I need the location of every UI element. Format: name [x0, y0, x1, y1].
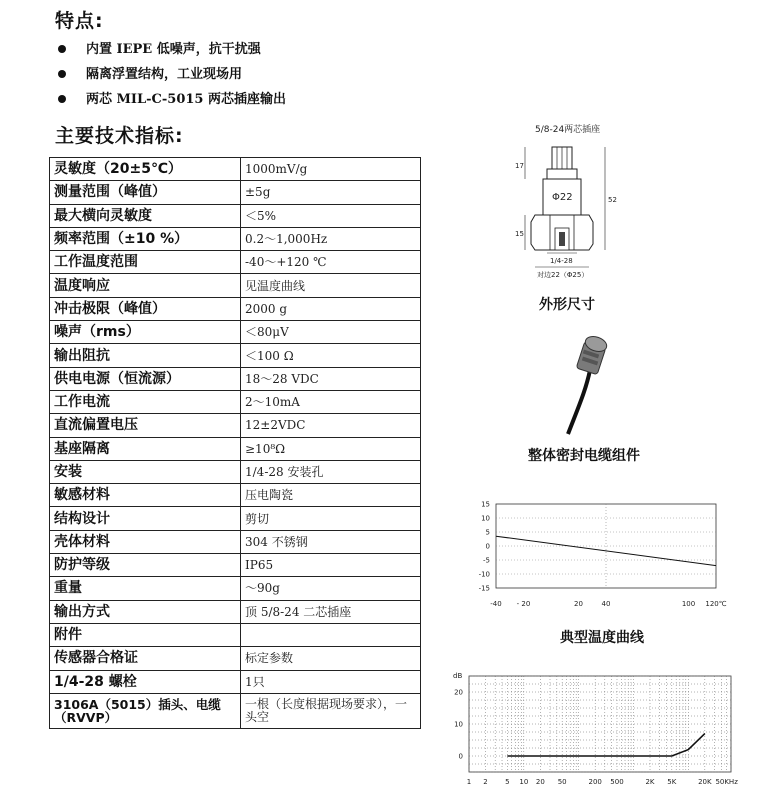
table-row	[50, 344, 421, 367]
feature-item: 内置 IEPE 低噪声，抗干扰强	[58, 38, 261, 57]
spec-key: 重量	[50, 577, 241, 600]
spec-key: 输出阻抗	[50, 344, 241, 367]
spec-key: 敏感材料	[50, 484, 241, 507]
spec-key: 输出方式	[50, 600, 241, 623]
svg-text:17: 17	[515, 162, 524, 170]
freq-y-ticks	[454, 689, 463, 761]
freq-x-tick-label: 200	[588, 778, 602, 786]
spec-value: 304 不锈钢	[241, 530, 421, 553]
spec-key: 冲击极限（峰值）	[50, 297, 241, 320]
connector-label: 5/8-24两芯插座	[535, 125, 601, 135]
spec-key: 测量范围（峰值）	[50, 181, 241, 204]
table-row	[50, 181, 421, 204]
spec-key: 3106A（5015）插头、电缆（RVVP）	[50, 693, 241, 728]
temp-x-tick-label: 20	[574, 600, 583, 608]
cable-image	[560, 330, 640, 435]
freq-x-tick-label: 2K	[645, 778, 655, 786]
table-row	[50, 484, 421, 507]
temperature-chart	[468, 498, 728, 613]
spec-key: 灵敏度（20±5℃）	[50, 158, 241, 181]
temp-caption: 典型温度曲线	[560, 630, 644, 646]
svg-text:52: 52	[608, 196, 617, 204]
temp-y-tick-label: 10	[481, 514, 490, 523]
spec-key: 1/4-28 螺栓	[50, 670, 241, 693]
cable-caption: 整体密封电缆组件	[528, 448, 640, 464]
freq-x-ticks	[467, 778, 738, 786]
table-row	[50, 390, 421, 413]
spec-value: 1000mV/g	[241, 158, 421, 181]
table-row	[50, 251, 421, 274]
spec-value: 0.2～1,000Hz	[241, 227, 421, 250]
freq-x-tick-label: 5K	[667, 778, 677, 786]
freq-y-unit: dB	[453, 672, 463, 680]
dimension-drawing	[505, 120, 645, 285]
table-row	[50, 693, 421, 728]
spec-title: 主要技术指标:	[55, 125, 184, 147]
spec-value: 1只	[241, 670, 421, 693]
spec-value: 标定参数	[241, 647, 421, 670]
temp-y-tick-label: -5	[483, 556, 490, 565]
freq-x-tick-label: 500	[610, 778, 624, 786]
spec-key: 频率范围（±10 %）	[50, 227, 241, 250]
temp-x-tick-label: 100	[681, 600, 696, 608]
spec-key: 直流偏置电压	[50, 414, 241, 437]
table-row	[50, 600, 421, 623]
spec-key: 工作温度范围	[50, 251, 241, 274]
spec-value: ≥10⁸Ω	[241, 437, 421, 460]
spec-value: -40～+120 ℃	[241, 251, 421, 274]
table-row	[50, 367, 421, 390]
table-row	[50, 460, 421, 483]
temp-x-ticks	[490, 600, 726, 608]
spec-value: ＜80μV	[241, 321, 421, 344]
spec-value: ＜100 Ω	[241, 344, 421, 367]
spec-key: 传感器合格证	[50, 647, 241, 670]
freq-y-tick-label: 20	[454, 688, 463, 697]
spec-key: 温度响应	[50, 274, 241, 297]
freq-x-tick-label: 50	[557, 778, 567, 786]
table-row	[50, 647, 421, 670]
temp-x-tick-label: 40	[601, 600, 611, 608]
table-row	[50, 437, 421, 460]
spec-value: 2000 g	[241, 297, 421, 320]
spec-key: 安装	[50, 460, 241, 483]
spec-key: 壳体材料	[50, 530, 241, 553]
spec-value: IP65	[241, 554, 421, 577]
spec-value: 压电陶瓷	[241, 484, 421, 507]
spec-key: 附件	[50, 623, 241, 646]
table-row	[50, 274, 421, 297]
temp-x-tick-label: -40	[490, 600, 502, 608]
freq-x-tick-label: 10	[519, 778, 529, 786]
table-row	[50, 321, 421, 344]
table-row	[50, 530, 421, 553]
spec-value: 顶 5/8-24 二芯插座	[241, 600, 421, 623]
table-row	[50, 158, 421, 181]
freq-x-tick-label: 5	[505, 778, 510, 786]
flats-label: 对边22（Φ25）	[537, 271, 589, 279]
table-row	[50, 507, 421, 530]
temp-y-tick-label: 0	[485, 542, 490, 551]
spec-table	[49, 157, 421, 729]
temp-x-tick-label: - 20	[516, 600, 531, 608]
spec-value: 一根（长度根据现场要求），一头空	[241, 693, 421, 728]
spec-value: ±5g	[241, 181, 421, 204]
spec-value: 12±2VDC	[241, 414, 421, 437]
feature-item: 隔离浮置结构，工业现场用	[58, 63, 242, 82]
table-row	[50, 414, 421, 437]
temp-y-tick-label: -10	[478, 570, 490, 579]
table-row	[50, 297, 421, 320]
freq-x-tick-label: 20K	[698, 778, 712, 786]
table-row	[50, 204, 421, 227]
freq-y-tick-label: 0	[458, 752, 463, 761]
features-title: 特点:	[55, 10, 104, 32]
freq-x-tick-label: 20	[535, 778, 545, 786]
spec-key: 基座隔离	[50, 437, 241, 460]
spec-value: ～90g	[241, 577, 421, 600]
spec-value: 18～28 VDC	[241, 367, 421, 390]
spec-value: 见温度曲线	[241, 274, 421, 297]
spec-key: 防护等级	[50, 554, 241, 577]
bullet-icon	[58, 70, 66, 78]
table-row	[50, 623, 421, 646]
cable-line	[568, 370, 590, 434]
freq-y-tick-label: 10	[454, 720, 463, 729]
spec-key: 最大横向灵敏度	[50, 204, 241, 227]
frequency-chart	[445, 668, 745, 790]
spec-key: 工作电流	[50, 390, 241, 413]
table-row	[50, 577, 421, 600]
spec-value: 1/4-28 安装孔	[241, 460, 421, 483]
spec-key: 结构设计	[50, 507, 241, 530]
bullet-icon	[58, 45, 66, 53]
temp-y-tick-label: 5	[485, 528, 490, 537]
spec-key: 噪声（rms）	[50, 321, 241, 344]
freq-x-tick-label: 50KHz	[715, 778, 738, 786]
temp-y-tick-label: -15	[478, 584, 490, 593]
svg-text:15: 15	[515, 230, 524, 238]
spec-value	[241, 623, 421, 646]
thread-label: 1/4-28	[550, 257, 573, 265]
bullet-icon	[58, 95, 66, 103]
diameter-label: Φ22	[552, 192, 573, 203]
temp-y-tick-label: 15	[481, 500, 490, 509]
freq-x-tick-label: 1	[466, 778, 472, 786]
table-row	[50, 554, 421, 577]
dimension-caption: 外形尺寸	[539, 297, 595, 313]
table-row	[50, 227, 421, 250]
table-row	[50, 670, 421, 693]
freq-x-tick-label: 2	[483, 778, 488, 786]
spec-value: 2～10mA	[241, 390, 421, 413]
temp-y-ticks	[479, 501, 490, 593]
temp-x-tick-label: 120℃	[705, 600, 727, 608]
spec-key: 供电电源（恒流源）	[50, 367, 241, 390]
feature-item: 两芯 MIL-C-5015 两芯插座输出	[58, 88, 286, 107]
spec-value: 剪切	[241, 507, 421, 530]
spec-value: ＜5%	[241, 204, 421, 227]
